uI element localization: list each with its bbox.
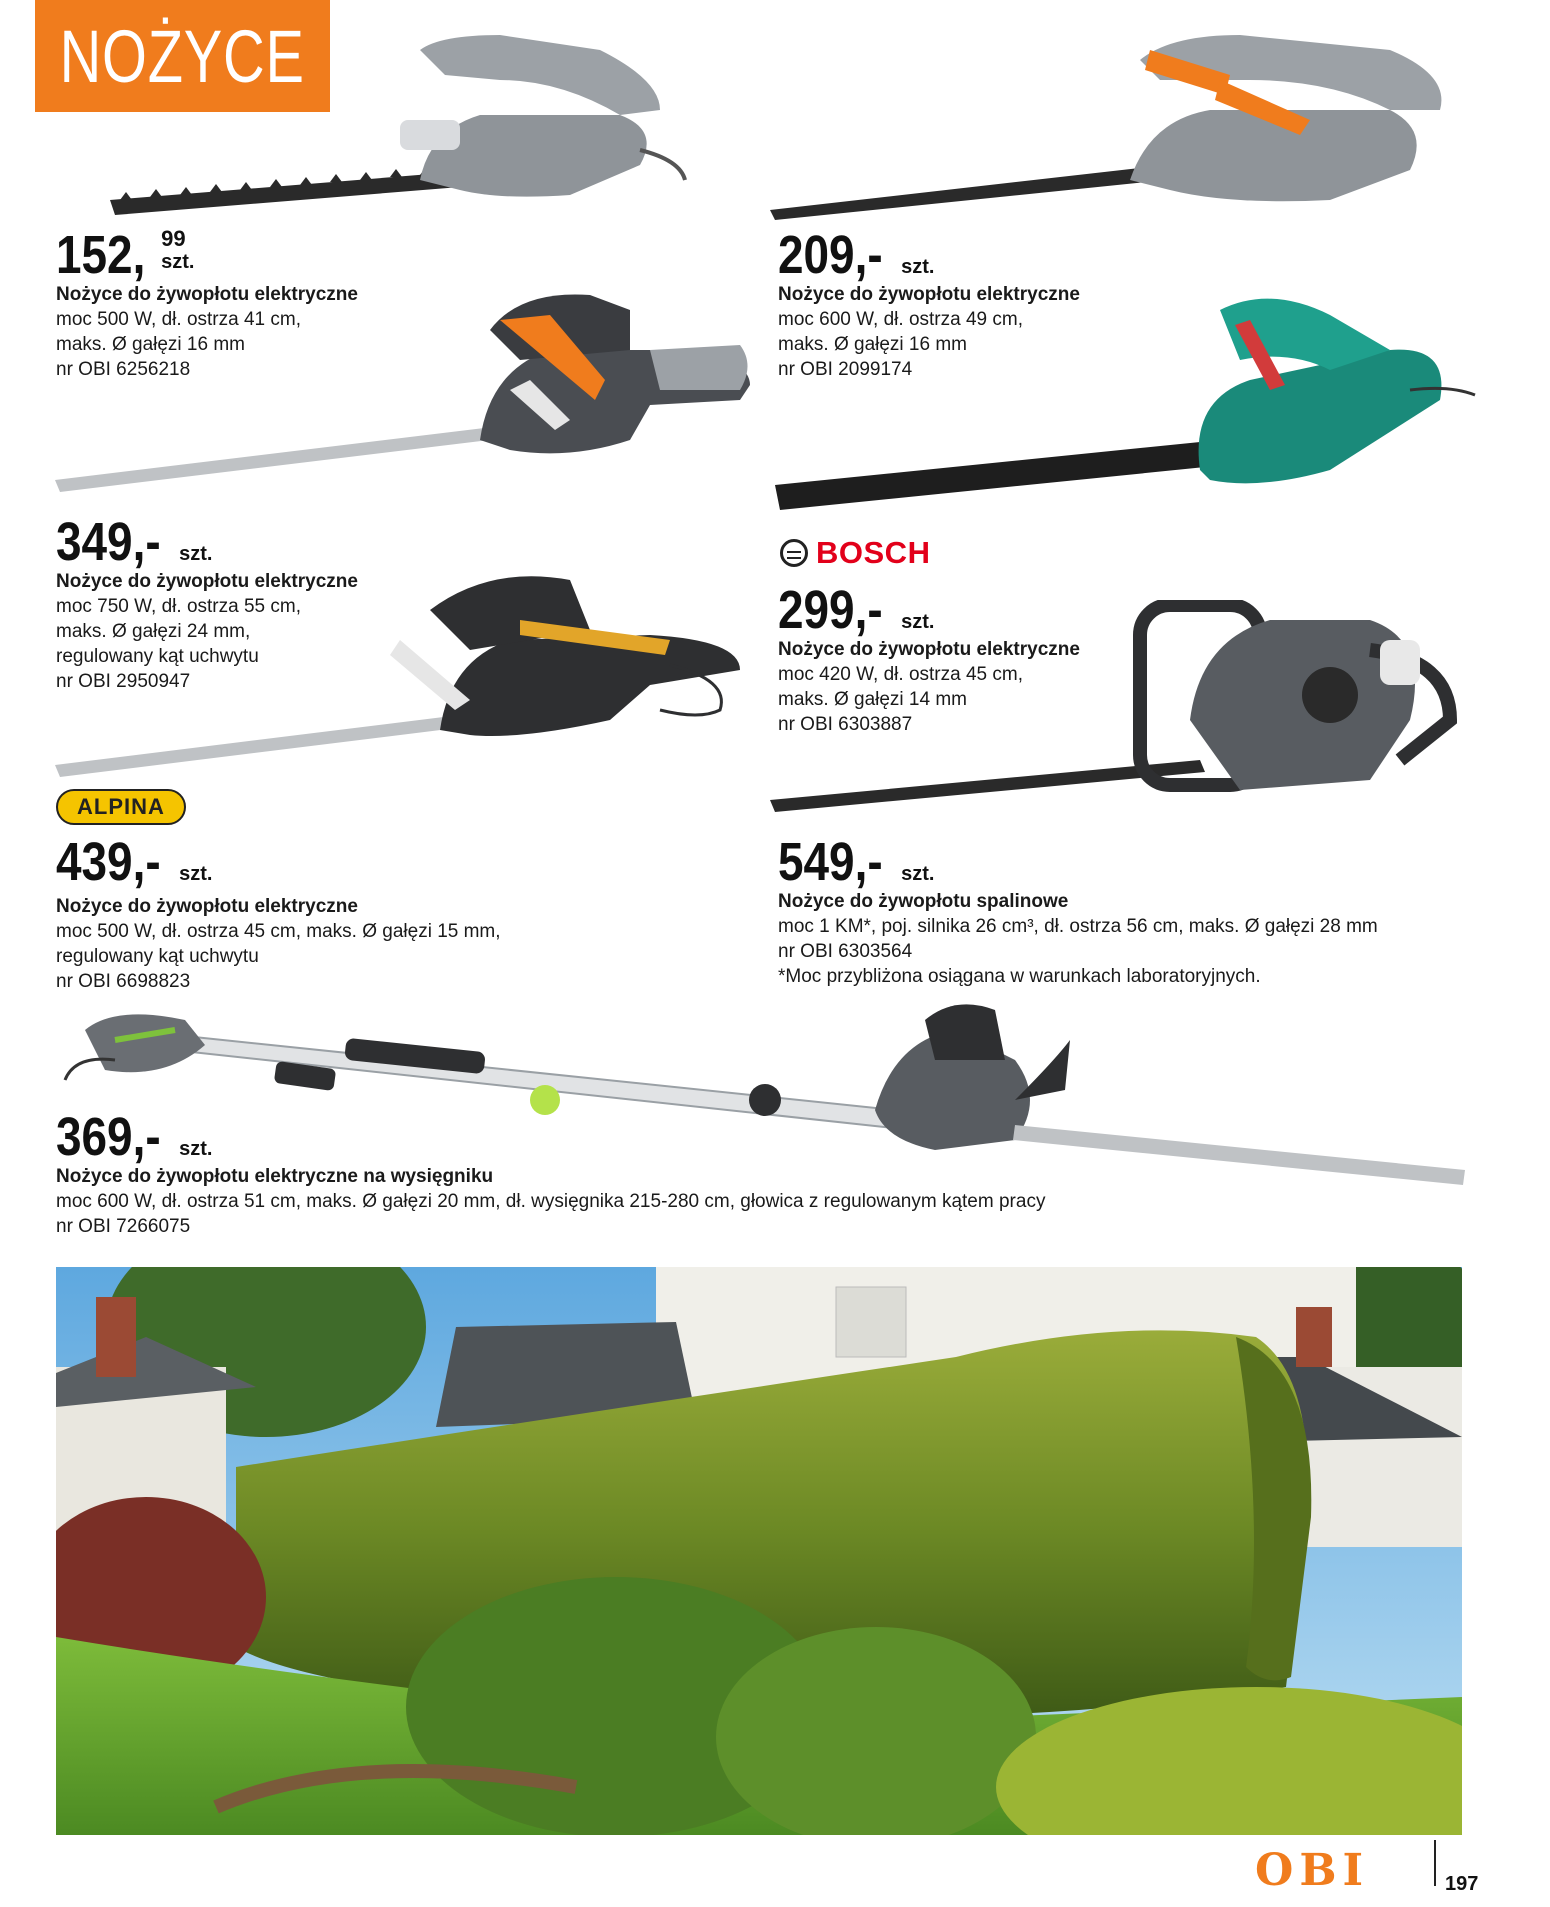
product-name: Nożyce do żywopłotu elektryczne (778, 639, 1080, 660)
product-spec: moc 500 W, dł. ostrza 45 cm, maks. Ø gałęzi 15 mm, (56, 921, 501, 942)
product-number: nr OBI 7266075 (56, 1216, 191, 1237)
product-spec: moc 600 W, dł. ostrza 51 cm, maks. Ø gałęzi 20 mm, dł. wysięgnika 215-280 cm, głowica z regulowanym kątem pracy (56, 1191, 1046, 1212)
product-spec: moc 1 KM*, poj. silnika 26 cm³, dł. ostrza 56 cm, maks. Ø gałęzi 28 mm (778, 916, 1378, 937)
product-spec: regulowany kąt uchwytu (56, 946, 259, 967)
price-unit: szt. (901, 863, 935, 885)
page-number: 197 (1445, 1873, 1479, 1895)
product-name: Nożyce do żywopłotu elektryczne na wysięgniku (56, 1166, 494, 1187)
product-spec: moc 420 W, dł. ostrza 45 cm, (778, 664, 1023, 685)
product-name: Nożyce do żywopłotu elektryczne (56, 571, 358, 592)
product-number: nr OBI 6698823 (56, 971, 191, 992)
product-spec: moc 600 W, dł. ostrza 49 cm, (778, 309, 1023, 330)
hedge-trimmer-image-2 (770, 20, 1460, 220)
bosch-armature-icon (780, 539, 808, 567)
price-product-5: 439,- szt. (56, 832, 213, 892)
product-name: Nożyce do żywopłotu elektryczne (778, 284, 1080, 305)
footer-divider (1434, 1840, 1436, 1886)
hedge-garden-illustration (56, 1267, 1462, 1835)
product-spec: moc 750 W, dł. ostrza 55 cm, (56, 596, 301, 617)
price-unit: szt. (901, 256, 935, 278)
price-unit: szt. (179, 1138, 213, 1160)
hedge-trimmer-image-1 (100, 20, 690, 220)
product-name: Nożyce do żywopłotu elektryczne (56, 896, 358, 917)
brand-logo-bosch (780, 535, 930, 571)
obi-wordmark: OBI (1255, 1845, 1370, 1896)
price-product-3: 349,- szt. (56, 512, 213, 572)
bosch-wordmark: BOSCH (816, 535, 931, 570)
product-spec: maks. Ø gałęzi 24 mm, (56, 621, 251, 642)
price-unit: szt. (179, 543, 213, 565)
hedge-photo (56, 1267, 1462, 1835)
price-product-7: 369,- szt. (56, 1107, 213, 1167)
price-unit: szt. (179, 863, 213, 885)
hedge-trimmer-image-petrol (770, 600, 1470, 820)
description-product-6 (778, 889, 1378, 989)
product-name: Nożyce do żywopłotu spalinowe (778, 891, 1069, 912)
product-spec: maks. Ø gałęzi 16 mm (56, 334, 245, 355)
product-number: nr OBI 6303887 (778, 714, 913, 735)
price-product-2: 209,- szt. (778, 225, 935, 285)
brand-logo-alpina (56, 789, 186, 825)
alpina-wordmark: ALPINA (77, 794, 165, 819)
product-number: nr OBI 6303564 (778, 941, 913, 962)
product-spec: maks. Ø gałęzi 16 mm (778, 334, 967, 355)
product-name: Nożyce do żywopłotu elektryczne (56, 284, 358, 305)
price-product-4: 299,- szt. (778, 580, 935, 640)
product-number: nr OBI 6256218 (56, 359, 191, 380)
price-cents: 99 (161, 226, 186, 251)
description-product-5 (56, 894, 501, 994)
price-unit: szt. (901, 611, 935, 633)
description-product-7 (56, 1164, 1045, 1239)
footnote: *Moc przybliżona osiągana w warunkach laboratoryjnych. (778, 966, 1261, 987)
hedge-trimmer-image-3 (50, 290, 760, 500)
product-spec: regulowany kąt uchwytu (56, 646, 259, 667)
section-title: NOŻYCE (59, 14, 306, 98)
price-product-6: 549,- szt. (778, 832, 935, 892)
price-product-1: 152, 99 szt. (56, 225, 195, 285)
price-unit: szt. (161, 251, 195, 273)
hedge-trimmer-image-alpina (50, 570, 750, 785)
product-number: nr OBI 2099174 (778, 359, 913, 380)
product-spec: maks. Ø gałęzi 14 mm (778, 689, 967, 710)
product-spec: moc 500 W, dł. ostrza 41 cm, (56, 309, 301, 330)
obi-logo (1255, 1845, 1369, 1896)
product-number: nr OBI 2950947 (56, 671, 191, 692)
hedge-trimmer-image-bosch (770, 290, 1480, 520)
